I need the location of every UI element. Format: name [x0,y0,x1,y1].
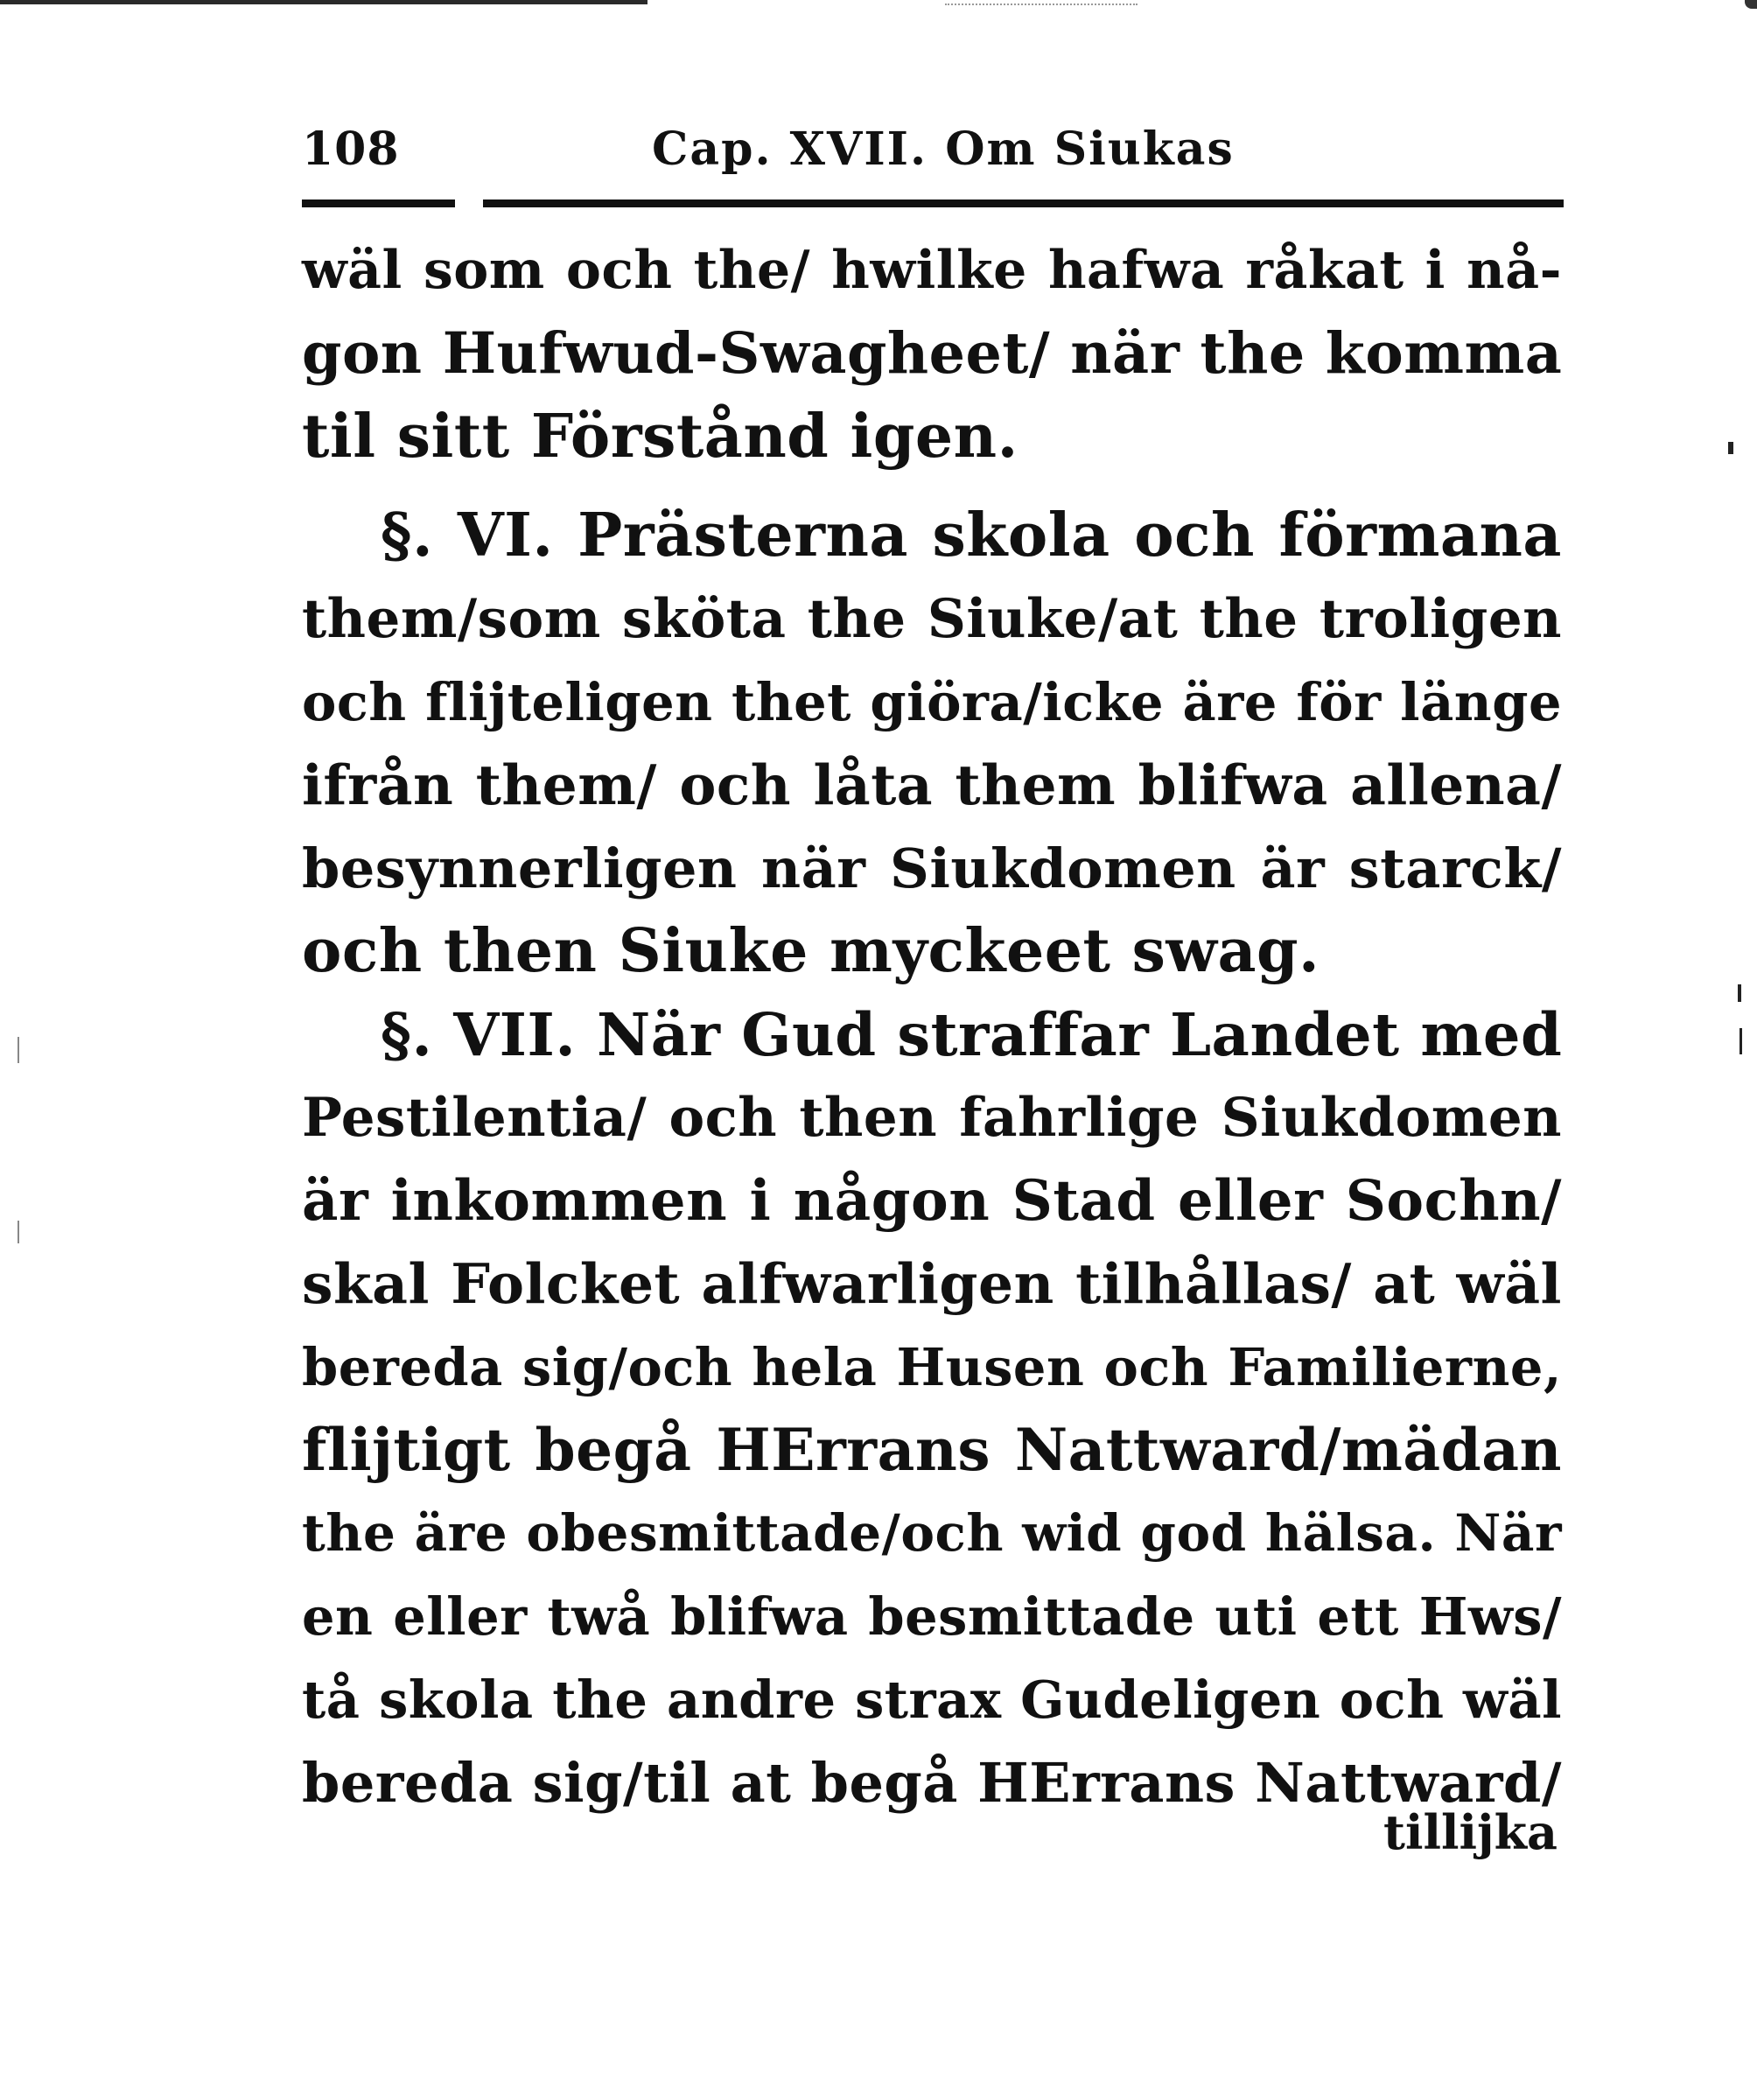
catchword: tillijka [1383,1804,1558,1860]
text-line: tå skola the andre strax Gudeligen och wäl [302,1670,1562,1730]
text-line: ifrån them/ och låta them blifwa allena/ [302,752,1562,817]
text-line: är inkommen i någon Stad eller Sochn/ [302,1168,1562,1234]
text-line: them/som sköta the Siuke/at the troligen [302,588,1562,650]
text-line: bereda sig/til at begå HErrans Nattward/ [302,1751,1562,1815]
scan-speck [1738,984,1741,1002]
text-line: och then Siuke myckeet swag. [302,916,1320,986]
text-line: och flijteligen thet giöra/icke äre för länge [302,672,1562,732]
text-line: bereda sig/och hela Husen och Familierne, [302,1337,1562,1397]
text-line: §. VII. När Gud straffar Landet med [381,1000,1563,1069]
text-line: the äre obesmittade/och wid god hälsa. När [302,1503,1562,1563]
scan-speck [18,1221,19,1243]
running-head: Cap. XVII. Om Siukas [652,122,1235,176]
text-line: besynnerligen när Siukdomen är starck/ [302,836,1562,900]
paragraph-section-vii [302,993,1562,1824]
paragraph-section-vi [302,494,1562,993]
text-line: til sitt Förstånd igen. [302,402,1018,472]
page-header [302,122,1562,184]
scan-edge-top [0,0,648,4]
scan-speck [1740,1028,1742,1054]
scan-speck [18,1037,19,1063]
paragraph-continuation [302,229,1562,479]
text-line: wäl som och the/ hwilke hafwa råkat i nå- [302,240,1562,301]
scan-edge-dots [945,4,1138,7]
scan-speck [1728,442,1733,454]
page-number: 108 [302,122,400,176]
header-rule-left [302,200,455,207]
text-line: gon Hufwud-Swagheet/ när the komma [302,320,1563,387]
text-line: en eller twå blifwa besmittade uti ett Hws/ [302,1586,1562,1647]
text-line: skal Folcket alfwarligen tilhållas/ at wäl [302,1251,1562,1316]
text-line: flijtigt begå HErrans Nattward/mädan [302,1416,1562,1484]
header-rule-right [483,200,1564,207]
scan-edge-corner [1745,0,1757,9]
text-line: Pestilentia/ och then fahrlige Siukdomen [302,1087,1562,1149]
text-line: §. VI. Prästerna skola och förmana [381,500,1562,570]
